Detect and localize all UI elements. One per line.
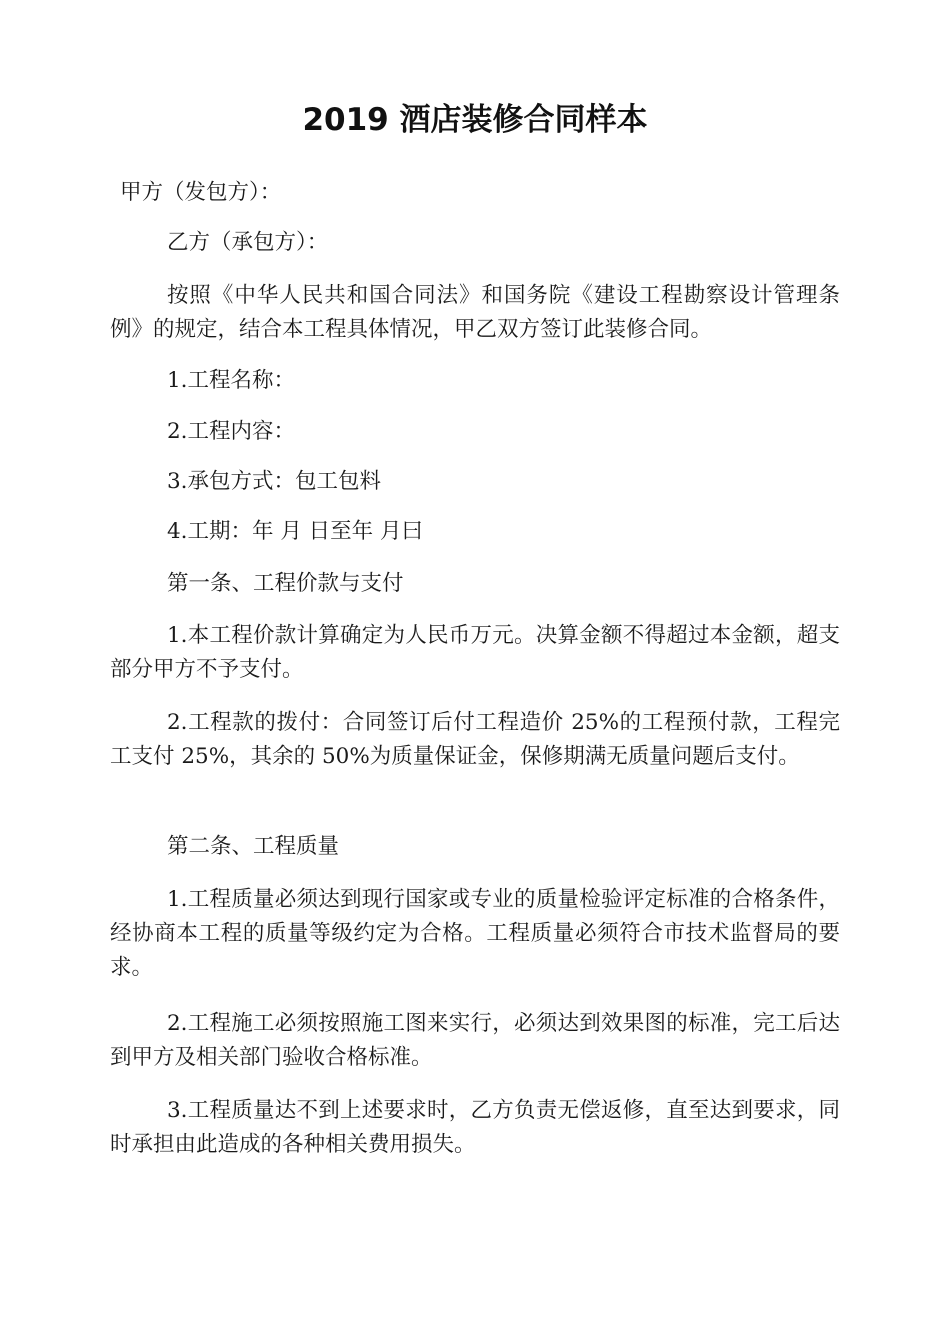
project-name-line: 1.工程名称： [166,368,295,393]
contract-method-line: 3.承包方式：包工包料 [166,469,381,494]
preamble-paragraph: 按照《中华人民共和国合同法》和国务院《建设工程勘察设计管理条例》的规定，结合本工程具体情况，甲乙双方签订此装修合同。 [110,283,840,342]
duration-line: 4.工期：年 月 日至年 月曰 [166,519,423,544]
party-a-line: 甲方（发包方）： [120,180,282,205]
article-two-heading: 第二条、工程质量 [166,834,339,859]
document-title: 2019 酒店装修合同样本 [302,102,648,138]
article-two-clause-3: 3.工程质量达不到上述要求时，乙方负责无偿返修，直至达到要求，同时承担由此造成的各种相关费用损失。 [110,1098,840,1157]
article-one-clause-2: 2.工程款的拨付：合同签订后付工程造价 25%的工程预付款，工程完工支付 25%，其余的 50%为质量保证金，保修期满无质量问题后支付。 [110,710,840,769]
project-content-line: 2.工程内容： [166,419,295,444]
party-b-line: 乙方（承包方）： [166,230,329,255]
article-one-clause-1: 1.本工程价款计算确定为人民币万元。决算金额不得超过本金额，超支部分甲方不予支付。 [110,623,840,682]
article-two-clause-1: 1.工程质量必须达到现行国家或专业的质量检验评定标准的合格条件，经协商本工程的质量等级约定为合格。工程质量必须符合市技术监督局的要求。 [110,887,840,980]
article-one-heading: 第一条、工程价款与支付 [166,571,404,596]
article-two-clause-2: 2.工程施工必须按照施工图来实行，必须达到效果图的标准，完工后达到甲方及相关部门验收合格标准。 [110,1011,840,1070]
